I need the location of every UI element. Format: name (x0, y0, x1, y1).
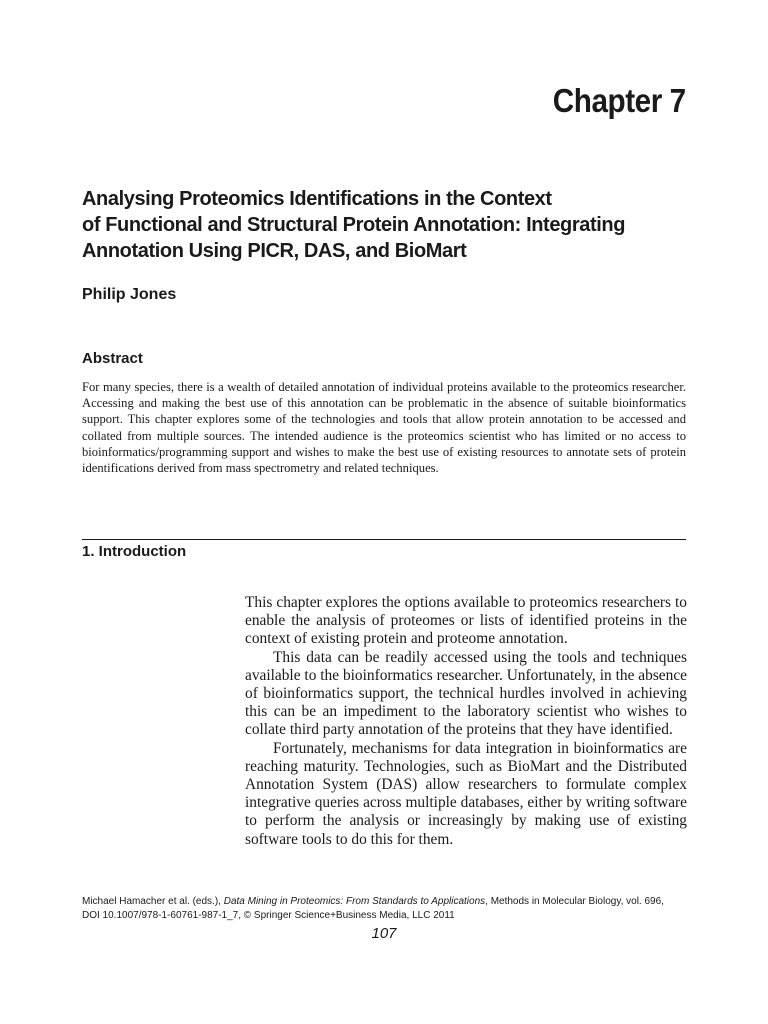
book-title: Data Mining in Proteomics: From Standards to Applications (223, 896, 486, 907)
footnote-suffix: , Methods in Molecular Biology, vol. 696, (485, 896, 664, 907)
title-line: Annotation Using PICR, DAS, and BioMart (82, 240, 467, 262)
chapter-title (82, 186, 702, 264)
introduction-paragraph: This chapter explores the options available to proteomics researchers to enable the analysis of proteomes or lists of identified proteins in the context of existing protein and proteome annotation. (245, 594, 687, 648)
footnote-line-2: DOI 10.1007/978-1-60761-987-1_7, © Springer Science+Business Media, LLC 2011 (82, 910, 455, 921)
abstract-heading: Abstract (82, 350, 143, 367)
introduction-paragraph: Fortunately, mechanisms for data integration in bioinformatics are reaching maturity. Technologies, such as BioMart and the Distributed Annotation System (DAS) allow researchers to formulate complex integrative queries across multiple databases, either by writing software to perform the analysis or increasingly by making use of existing software tools to do this for them. (245, 739, 687, 848)
page-number: 107 (371, 925, 397, 942)
author-name: Philip Jones (82, 286, 177, 303)
introduction-heading: 1. Introduction (82, 543, 187, 560)
title-line: Analysing Proteomics Identifications in the Context (82, 188, 552, 210)
footnote-line-1 (82, 895, 692, 909)
footnote-prefix: Michael Hamacher et al. (eds.), (82, 896, 224, 907)
title-line: of Functional and Structural Protein Annotation: Integrating (82, 214, 626, 236)
abstract-text: For many species, there is a wealth of detailed annotation of individual proteins available to the proteomics researcher. Accessing and making the best use of this annotation can be problematic in the absence of suitable bioinformatics support. This chapter explores some of the technologies and tools that allow protein annotation to be accessed and collated from multiple sources. The intended audience is the proteomics scientist who has limited or no access to bioinformatics/programming support and wishes to make the best use of existing resources to annotate sets of protein identifications derived from mass spectrometry and related techniques. (82, 380, 686, 476)
introduction-paragraph: This data can be readily accessed using the tools and techniques available to the bioinformatics researcher. Unfortunately, in the absence of bioinformatics support, the technical hurdles involved in achieving this can be an impediment to the laboratory scientist who wishes to collate third party annotation of the proteins that they have identified. (245, 648, 687, 739)
section-divider (82, 539, 686, 540)
citation-footnote (82, 895, 692, 923)
chapter-label: Chapter 7 (553, 82, 686, 119)
introduction-body (245, 594, 687, 849)
